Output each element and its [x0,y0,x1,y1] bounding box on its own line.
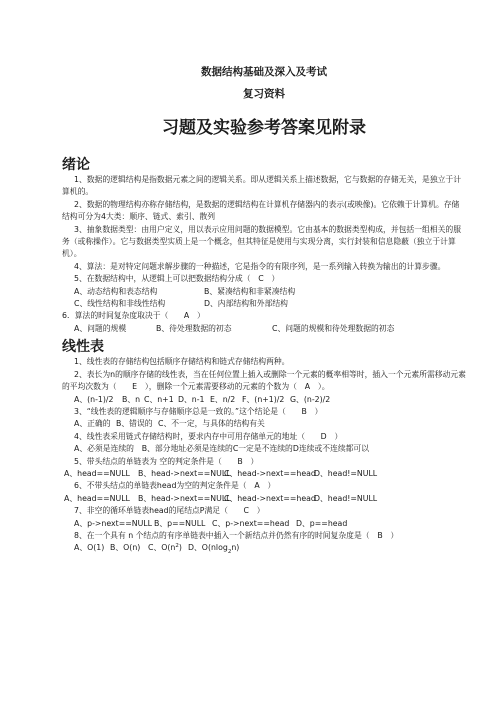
linear-item-1: 1、线性表的存储结构包括顺序存储结构和链式存储结构两种。 [74,357,290,367]
option: C、head->next==head [224,468,316,478]
option: D、head!=NULL [314,493,378,503]
intro-item-2: 2、数据的物理结构亦称存储结构，是数据的逻辑结构在计算机存储器内的表示(或映像)。它依赖于计算机。存储结构可分为4大类：顺序、链式、索引、散列 [62,199,460,222]
option: F、(n+1)/2 [242,394,285,404]
option: C、O(n2) [148,542,188,554]
doc-title: 数据结构基础及深入及考试 [201,66,327,78]
option: A、正确的 [74,419,111,429]
linear-q4-options: A、必须是连续的 B、部分地址必须是连续的C一定是不连续的D连续或不连续都可以 [74,444,370,454]
intro-q5-options-row1 [62,286,466,298]
option: B、n [122,394,141,404]
option: D、p==head [296,518,348,528]
option: A、(n-1)/2 [74,394,114,404]
option-text: D、O(nlog [188,543,228,553]
linear-q7-options [62,518,466,530]
option: B、紧凑结构和非紧凑结构 [204,286,296,296]
option: D、内部结构和外部结构 [204,299,288,309]
linear-q3-options [62,418,466,430]
option: G、(n-2)/2 [290,394,331,404]
intro-item-1: 1、数据的逻辑结构是指数据元素之间的逻辑关系。即从逻辑关系上描述数据，它与数据的存储无关，是独立于计算机的。 [62,175,462,197]
option: A、p->next==NULL [74,518,152,528]
option: D、head!=NULL [314,468,378,478]
option: D、n-1 [178,394,205,404]
linear-item-7: 7、非空的循环单链表head的尾结点P满足（ C ） [74,506,265,516]
option: D、O(nlog2n) [188,543,240,555]
linear-item-3: 3、“线性表的逻辑顺序与存储顺序总是一致的。”这个结论是（ B ） [74,406,323,416]
option: C、线性结构和非线性结构 [74,299,166,309]
intro-item-5: 5、在数据结构中，从逻辑上可以把数据结构分成（ C ） [74,274,280,284]
option: B、待处理数据的初态 [156,323,232,333]
option: E、n/2 [210,394,236,404]
option: A、head==NULL [64,493,130,503]
linear-item-2: 2、表长为n的顺序存储的线性表，当在任何位置上插入或删除一个元素的概率相等时，插入一个元素所需移动元素的平均次数为（ E ），删除一个元素需要移动的元素的个数为（ A ）。 [62,369,466,392]
option: B、错误的 [116,419,153,429]
option: B、O(n) [110,543,141,553]
option: C、问题的规模和待处理数据的初态 [272,323,395,333]
linear-item-4: 4、线性表采用链式存储结构时，要求内存中可用存储单元的地址（ D ） [74,431,343,441]
option-text: C、O(n [148,543,176,553]
linear-q6-options [62,493,466,505]
intro-item-4: 4、算法：是对特定问题求解步骤的一种描述，它是指令的有限序列，是一系列输入转换为输出的计算步骤。 [74,261,446,271]
intro-item-6: 6．算法的时间复杂度取决于（ A ） [62,311,205,321]
option-text: n) [231,543,240,553]
option: A、head==NULL [64,468,130,478]
linear-item-8: 8、在一个具有 n 个结点的有序单链表中插入一个新结点并仍然有序的时间复杂度是（ B ） [74,530,399,540]
linear-q5-options [62,468,466,480]
main-title: 习题及实验参考答案见附录 [162,118,366,138]
option: B、p==NULL [154,518,206,528]
option: C、不一定，与具体的结构有关 [158,419,265,429]
linear-q2-options [62,394,466,406]
intro-q6-options [62,323,466,335]
linear-item-5: 5、带头结点的单链表为 空的判定条件是（ B ） [74,456,259,466]
option: C、p->next==head [212,518,290,528]
linear-item-6: 6、不带头结点的单链表head为空的判定条件是（ A ） [74,481,276,491]
option: A、动态结构和表态结构 [74,286,158,296]
option: C、n+1 [144,394,174,404]
intro-q5-options-row2 [62,298,466,310]
option: C、head->next==head [224,493,316,503]
doc-subtitle: 复习资料 [243,88,285,100]
option: B、head->next==NULL [138,493,231,503]
option: A、问题的规模 [74,323,127,333]
section-heading-linear-list: 线性表 [62,339,104,356]
section-heading-intro: 绪论 [62,157,90,173]
option: A、O(1) [74,543,105,553]
intro-item-3: 3、抽象数据类型：由用户定义，用以表示应用问题的数据模型。它由基本的数据类型构成，并包括一组相关的服务（或称操作）。它与数据类型实质上是一个概念，但其特征是使用与实现分离，实行封装和信息隐蔽（独立于计算机）。 [62,224,462,259]
linear-q8-options [62,542,466,554]
option: B、head->next==NULL [138,468,231,478]
